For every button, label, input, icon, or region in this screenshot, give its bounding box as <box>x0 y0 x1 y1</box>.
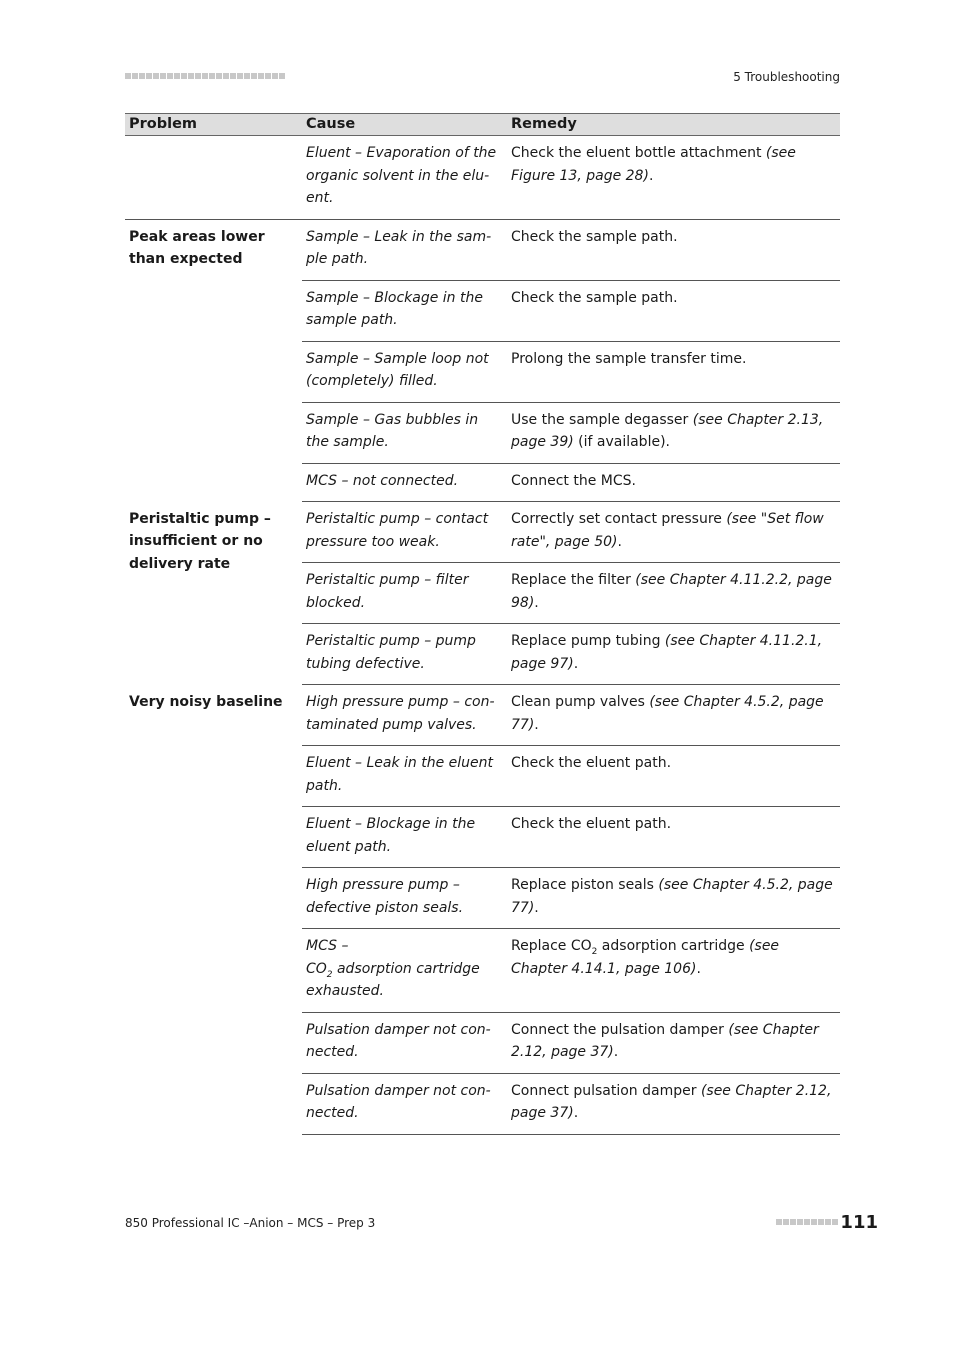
remedy-cell <box>507 280 840 341</box>
remedy-suffix: . <box>573 655 579 672</box>
page-header <box>125 70 840 88</box>
cause-cell: MCS – not connected. <box>302 463 507 502</box>
remedy-text: Check the eluent bottle attachment <box>511 145 766 161</box>
cause-cell: Sample – Gas bubbles in the sample. <box>302 402 507 463</box>
cause-cell: Eluent – Blockage in the eluent path. <box>302 807 507 868</box>
footer-decoration <box>776 1219 838 1225</box>
remedy-cell <box>507 502 840 563</box>
column-header-cause: Cause <box>302 114 507 136</box>
remedy-cell <box>507 685 840 746</box>
remedy-reference-link[interactable]: (see Chapter 4.5.2, page 77) <box>511 877 833 916</box>
remedy-cell <box>507 402 840 463</box>
remedy-cell <box>507 624 840 685</box>
remedy-text: Check the sample path. <box>511 289 678 306</box>
table-body <box>125 136 840 1135</box>
remedy-reference-link[interactable]: (see Figure 13, page 28) <box>511 145 796 184</box>
remedy-text: Prolong the sample transfer time. <box>511 350 747 367</box>
cause-cell: Sample – Leak in the sam-ple path. <box>302 219 507 280</box>
remedy-suffix: . <box>617 533 622 550</box>
remedy-suffix: . <box>613 1044 619 1060</box>
problem-cell: Peristaltic pump – insufficient or no delivery rate <box>129 510 271 572</box>
remedy-cell <box>507 746 840 807</box>
product-name: 850 Professional IC –Anion – MCS – Prep 3 <box>125 1216 376 1230</box>
remedy-cell: Replace $CO_2$ adsorption cartridge (see Chapter 4.14.1, page 106). <box>507 929 840 1013</box>
remedy-suffix: . <box>573 1105 579 1121</box>
remedy-suffix: . <box>648 167 654 184</box>
remedy-text: Connect the MCS. <box>511 472 636 489</box>
remedy-text: Check the sample path. <box>511 228 678 245</box>
remedy-text: Connect pulsation damper <box>511 1082 701 1099</box>
cause-cell: Eluent – Leak in the eluent path. <box>302 746 507 807</box>
remedy-suffix: . <box>534 594 539 611</box>
remedy-cell <box>507 136 840 220</box>
remedy-reference-link[interactable]: (see "Set flow rate", page 50) <box>511 511 824 550</box>
cause-cell: High pressure pump – con-taminated pump valves. <box>302 685 507 746</box>
column-header-problem: Problem <box>125 114 302 136</box>
remedy-suffix: . <box>534 899 539 916</box>
remedy-reference-link[interactable]: (see Chapter 4.5.2, page 77) <box>511 694 824 733</box>
cause-cell: MCS – $CO_2$ adsorption cartridge exhausted. <box>302 929 507 1013</box>
problem-cell: Very noisy baseline <box>129 693 283 710</box>
chapter-title: 5 Troubleshooting <box>733 70 840 84</box>
cause-cell: Pulsation damper not con-nected. <box>302 1012 507 1073</box>
remedy-cell <box>507 807 840 868</box>
table-row <box>125 219 840 280</box>
remedy-text: Check the eluent path. <box>511 755 672 771</box>
remedy-suffix: . <box>534 716 539 733</box>
page-number: 111 <box>840 1212 878 1233</box>
remedy-cell <box>507 219 840 280</box>
remedy-text: Connect the pulsation damper <box>511 1021 729 1038</box>
remedy-text: Replace the filter <box>511 572 636 588</box>
remedy-reference-link[interactable]: (see Chapter 2.12, page 37) <box>511 1021 819 1060</box>
cause-cell: High pressure pump – defective piston seals. <box>302 868 507 929</box>
remedy-text: Replace pump tubing <box>511 633 665 649</box>
troubleshooting-table <box>125 113 840 1135</box>
remedy-suffix: (if available). <box>573 434 670 450</box>
problem-cell: Peak areas lower than expected <box>129 228 265 267</box>
cause-cell: Pulsation damper not con-nected. <box>302 1073 507 1134</box>
remedy-cell <box>507 463 840 502</box>
header-decoration <box>125 73 285 79</box>
cause-cell: Sample – Sample loop not (completely) filled. <box>302 341 507 402</box>
remedy-text: Replace piston seals <box>511 877 659 893</box>
table-header-row <box>125 114 840 136</box>
remedy-reference-link[interactable]: (see Chapter 4.11.2.1, page 97) <box>511 633 823 672</box>
remedy-reference-link[interactable]: (see Chapter 4.11.2.2, page 98) <box>511 572 832 611</box>
remedy-cell <box>507 868 840 929</box>
problem-cell <box>125 136 302 220</box>
cause-cell: Peristaltic pump – filter blocked. <box>302 563 507 624</box>
remedy-cell <box>507 563 840 624</box>
column-header-remedy: Remedy <box>507 114 840 136</box>
cause-cell: Sample – Blockage in the sample path. <box>302 280 507 341</box>
cause-cell: Peristaltic pump – pump tubing defective. <box>302 624 507 685</box>
remedy-cell <box>507 341 840 402</box>
remedy-text: Use the sample degasser <box>511 411 693 428</box>
cause-cell: Eluent – Evaporation of the organic solvent in the elu-ent. <box>302 136 507 220</box>
remedy-reference-link[interactable]: (see Chapter 2.12, page 37) <box>511 1082 832 1121</box>
cause-cell: Peristaltic pump – contact pressure too weak. <box>302 502 507 563</box>
remedy-cell <box>507 1012 840 1073</box>
table-row <box>125 502 840 563</box>
remedy-text: Correctly set contact pressure <box>511 511 727 527</box>
remedy-text: Check the eluent path. <box>511 816 672 832</box>
remedy-reference-link[interactable]: (see Chapter 2.13, page 39) <box>511 411 824 450</box>
table-row <box>125 136 840 220</box>
remedy-text: Clean pump valves <box>511 694 650 710</box>
page-footer <box>125 1214 878 1236</box>
table-row <box>125 685 840 746</box>
remedy-cell <box>507 1073 840 1134</box>
